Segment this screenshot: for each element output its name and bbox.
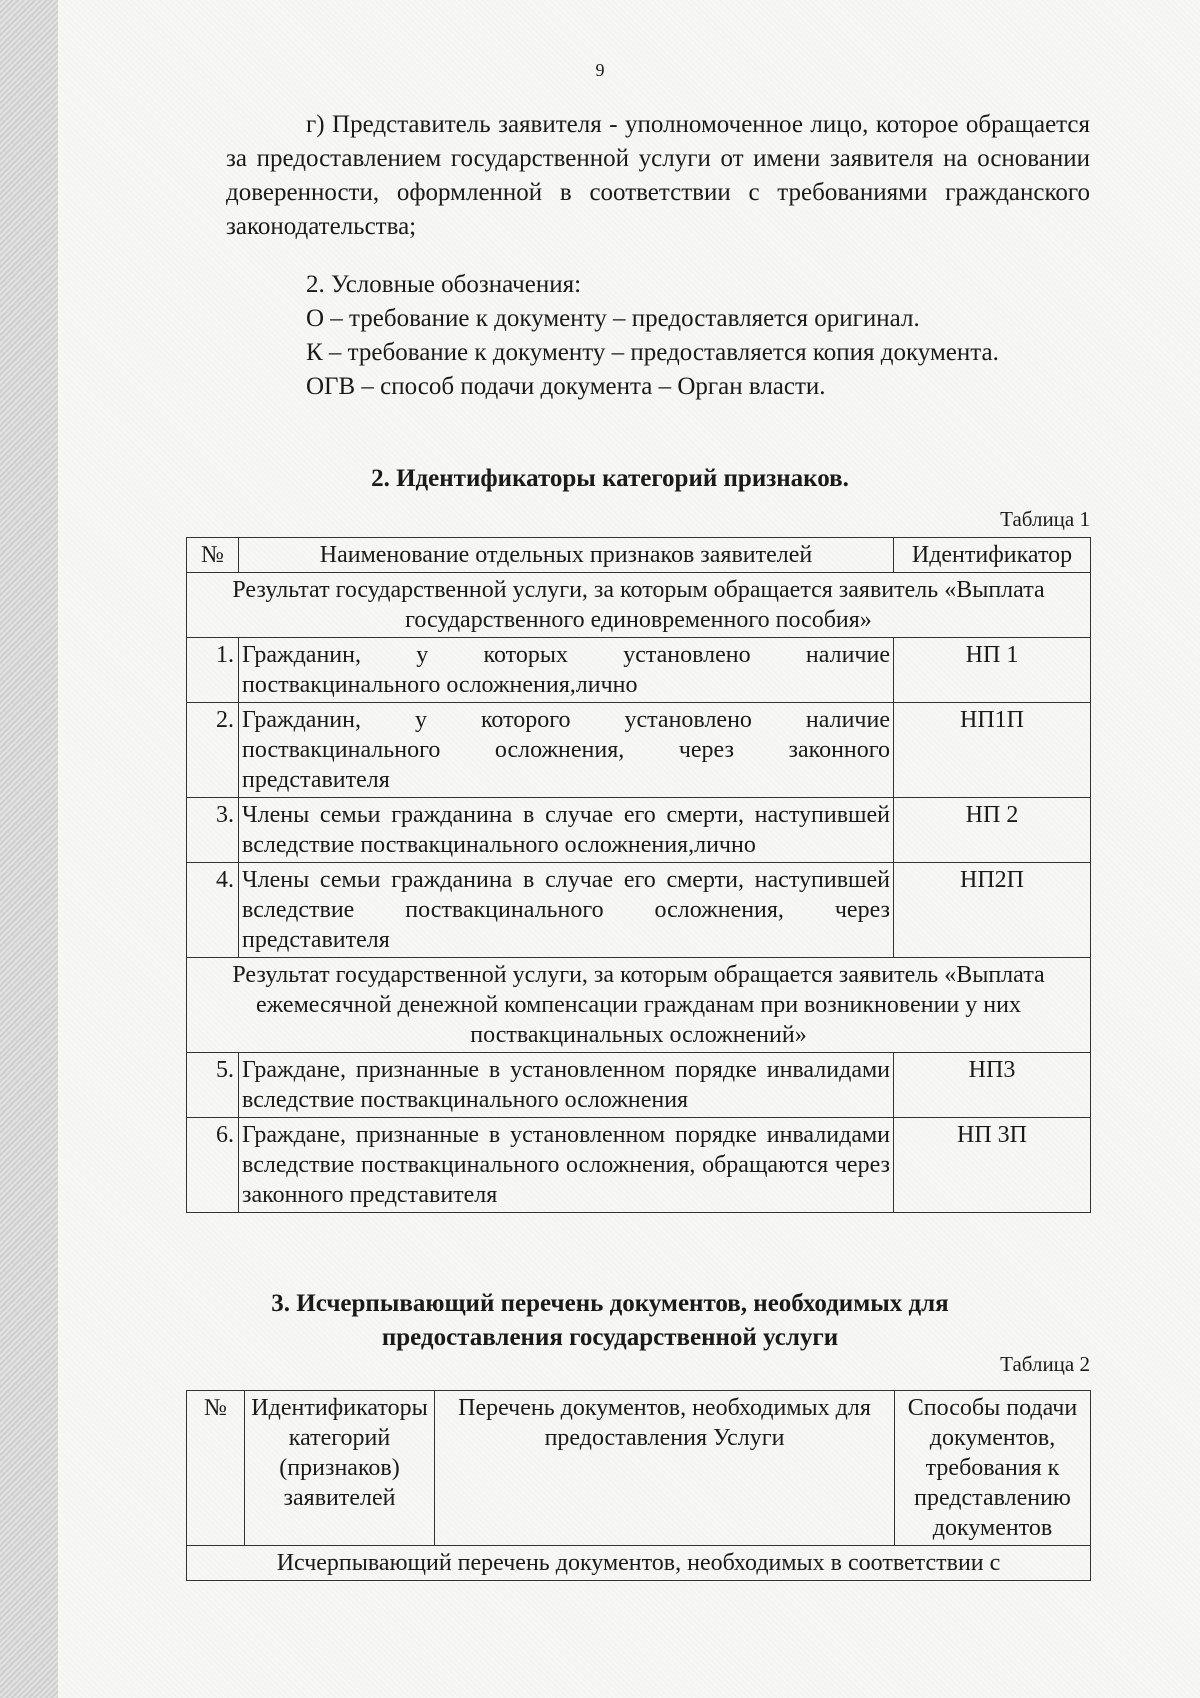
- row-attribute: Граждане, признанные в установленном порядке инвалидами вследствие поствакцинального осложнения: [239, 1053, 894, 1118]
- table-row: [187, 1053, 1091, 1118]
- table-row: [187, 863, 1091, 958]
- documents-table: [186, 1390, 1091, 1581]
- header-identifier: Идентификатор: [894, 538, 1091, 573]
- row-attribute: Члены семьи гражданина в случае его смерти, наступившей вследствие поствакцинального осложнения,лично: [239, 798, 894, 863]
- table-row: [187, 798, 1091, 863]
- group-row-lump-sum: Результат государственной услуги, за которым обращается заявитель «Выплата государственного единовременного пособия»: [187, 573, 1091, 638]
- group-row-exhaustive-list: Исчерпывающий перечень документов, необходимых в соответствии с: [187, 1546, 1091, 1581]
- table-group-row: [187, 958, 1091, 1053]
- header-number: №: [187, 1391, 245, 1546]
- row-number: 4.: [187, 863, 239, 958]
- header-document-list: Перечень документов, необходимых для предоставления Услуги: [435, 1391, 895, 1546]
- table-row: [187, 638, 1091, 703]
- identifiers-table: [186, 537, 1091, 1213]
- row-identifier: НП2П: [894, 863, 1091, 958]
- paragraph-representative: г) Представитель заявителя - уполномоченное лицо, которое обращается за предоставлением государственной услуги от имени заявителя на основании доверенности, оформленной в соответствии с требованиями гражданского законодательства;: [226, 111, 1090, 240]
- row-identifier: НП3: [894, 1053, 1091, 1118]
- row-identifier: НП 3П: [894, 1118, 1091, 1213]
- section-2-title: 2. Идентификаторы категорий признаков.: [371, 465, 849, 492]
- table-2-caption: Таблица 2: [1000, 1352, 1090, 1376]
- row-attribute: Граждане, признанные в установленном порядке инвалидами вследствие поствакцинального осложнения, обращаются через законного представителя: [239, 1118, 894, 1213]
- legend-item-original: О – требование к документу – предоставляется оригинал.: [306, 305, 920, 332]
- row-attribute: Гражданин, у которых установлено наличие поствакцинального осложнения,лично: [239, 638, 894, 703]
- legend-block: [306, 268, 999, 404]
- row-identifier: НП 2: [894, 798, 1091, 863]
- row-number: 2.: [187, 703, 239, 798]
- header-submission-methods: Способы подачи документов, требования к представлению документов: [895, 1391, 1091, 1546]
- row-number: 6.: [187, 1118, 239, 1213]
- table-row: [187, 1118, 1091, 1213]
- table-header-row: [187, 538, 1091, 573]
- header-number: №: [187, 538, 239, 573]
- header-category-identifiers: Идентификаторы категорий (признаков) заявителей: [245, 1391, 435, 1546]
- legend-item-authority: ОГВ – способ подачи документа – Орган власти.: [306, 373, 826, 400]
- legend-title: 2. Условные обозначения:: [306, 271, 582, 298]
- table-row: [187, 703, 1091, 798]
- group-row-monthly-compensation: Результат государственной услуги, за которым обращается заявитель «Выплата ежемесячной денежной компенсации гражданам при возникновении у них поствакцинальных осложнений»: [187, 958, 1091, 1053]
- row-number: 1.: [187, 638, 239, 703]
- section-3-title-line-2: предоставления государственной услуги: [381, 1324, 839, 1351]
- header-attribute-name: Наименование отдельных признаков заявителей: [239, 538, 894, 573]
- row-identifier: НП1П: [894, 703, 1091, 798]
- table-1-caption: Таблица 1: [1000, 507, 1090, 531]
- table-group-row: [187, 1546, 1091, 1581]
- row-number: 3.: [187, 798, 239, 863]
- legend-item-copy: К – требование к документу – предоставляется копия документа.: [306, 339, 999, 366]
- page-number: 9: [595, 60, 605, 80]
- section-3-title: [180, 1287, 1040, 1355]
- row-attribute: Гражданин, у которого установлено наличие поствакцинального осложнения, через законного представителя: [239, 703, 894, 798]
- row-attribute: Члены семьи гражданина в случае его смерти, наступившей вследствие поствакцинального осложнения, через представителя: [239, 863, 894, 958]
- section-3-title-line-1: 3. Исчерпывающий перечень документов, необходимых для: [271, 1290, 949, 1317]
- table-header-row: [187, 1391, 1091, 1546]
- scan-edge: [0, 0, 58, 1698]
- table-group-row: [187, 573, 1091, 638]
- row-identifier: НП 1: [894, 638, 1091, 703]
- row-number: 5.: [187, 1053, 239, 1118]
